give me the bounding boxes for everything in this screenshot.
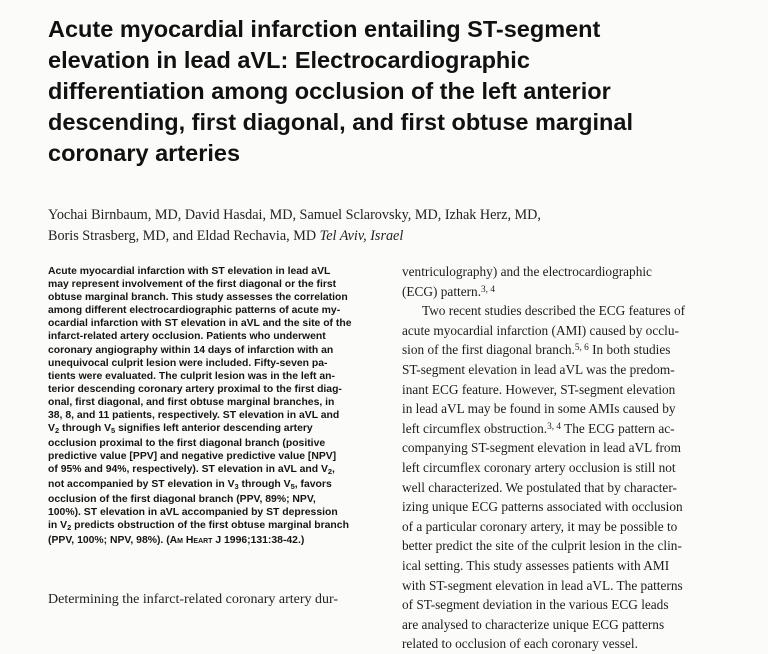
abstract-line: of 95% and 94%, respectively). ST elevation in aVL and $V_2$, (48, 464, 335, 477)
body-text-right (402, 262, 732, 654)
abstract-line: coronary angiography within 14 days of infarction with an (48, 344, 334, 356)
title-line: descending, first diagonal, and first obtuse marginal (48, 109, 633, 135)
article-title (48, 14, 748, 169)
author-location: Tel Aviv, Israel (319, 228, 404, 244)
citation-ref: 3, 4 (547, 421, 562, 432)
paragraph: Two recent studies described the ECG features of acute myocardial infarction (AMI) caused by occlu- sion of the first diagonal branch.$^{5, 6}$ In both studies ST-segment elevation in lead aVL was the predom- inant ECG feature. However, ST-segment elevation in lead aVL may be found in some AMIs caused by left circumflex obstruction.$^{3, 4}$ The ECG pattern ac- companying ST-segment elevation in lead aVL from left circumflex coronary artery occlusion is still not well characterized. We postulated that by character- izing unique ECG patterns associated with occlusion of a particular coronary artery, it may be possible to better predict the site of the culprit lesion in the clin- ical setting. This study assesses patients with AMI with ST-segment elevation in lead aVL. The patterns of ST-segment deviation in the various ECG leads are analysed to characterize unique ECG patterns related to occlusion of each coronary vessel. (402, 303, 686, 652)
abstract-line: $V_2$ through $V_5$ signifies left anterior descending artery (48, 423, 313, 435)
abstract-line: infarct-related artery occlusion. Patients who underwent (48, 331, 326, 343)
paragraph: ventriculography) and the electrocardiographic (ECG) pattern.$^{3, 4}$ (402, 264, 652, 299)
abstract-line: 100%). ST elevation in aVL accompanied by ST depression (48, 507, 338, 519)
body-text-left: Determining the infarct-related coronary artery dur- (48, 592, 339, 607)
abstract-line: onal, first diagonal, and first obtuse marginal branches, in (48, 396, 335, 408)
title-line: Acute myocardial infarction entailing ST-segment (48, 16, 601, 42)
journal-name: Am Heart J (169, 535, 222, 547)
citation-ref: 5, 6 (574, 343, 589, 354)
abstract-line: Acute myocardial infarction with ST elevation in lead aVL (48, 266, 331, 277)
author-line: Yochai Birnbaum, MD, David Hasdai, MD, Samuel Sclarovsky, MD, Izhak Herz, MD, (48, 207, 541, 223)
abstract-line: may represent involvement of the first diagonal or the first (48, 279, 337, 291)
abstract-line: in $V_2$ predicts obstruction of the first obtuse marginal branch (48, 520, 349, 533)
author-names: Boris Strasberg, MD, and Eldad Rechavia, MD (48, 228, 317, 244)
abstract (48, 265, 388, 547)
abstract-line: terior descending coronary artery proximal to the first diag- (48, 383, 342, 395)
author-line (48, 226, 748, 247)
title-line: coronary arteries (48, 140, 241, 166)
abstract-line: occlusion proximal to the first diagonal branch (positive (48, 438, 326, 450)
abstract-line: not accompanied by ST elevation in $V_3$ through $V_5$, favors (48, 479, 332, 492)
abstract-line: unequivocal culprit lesion were included. Fifty-seven pa- (48, 357, 328, 369)
abstract-line: 38, 8, and 11 patients, respectively. ST elevation in aVL and (48, 410, 340, 422)
abstract-line: occlusion of the first diagonal branch (PPV, 89%; NPV, (48, 494, 316, 506)
abstract-line: tients were evaluated. The culprit lesion was in the left an- (48, 370, 335, 382)
abstract-line: among different electrocardiographic patterns of acute my- (48, 305, 341, 317)
title-line: elevation in lead aVL: Electrocardiographic (48, 47, 530, 73)
abstract-line: obtuse marginal branch. This study assesses the correlation (48, 292, 348, 304)
abstract-citation-line: (PPV, 100%; NPV, 98%). (Am Heart J 1996;131:38-42.) (48, 535, 305, 547)
citation-ref: 3, 4 (481, 284, 495, 295)
abstract-line: ocardial infarction with ST elevation in aVL and the site of the (48, 318, 352, 330)
abstract-line: predictive value [PPV] and negative predictive value [NPV] (48, 451, 337, 463)
author-list (48, 205, 748, 247)
title-line: differentiation among occlusion of the left anterior (48, 78, 611, 104)
